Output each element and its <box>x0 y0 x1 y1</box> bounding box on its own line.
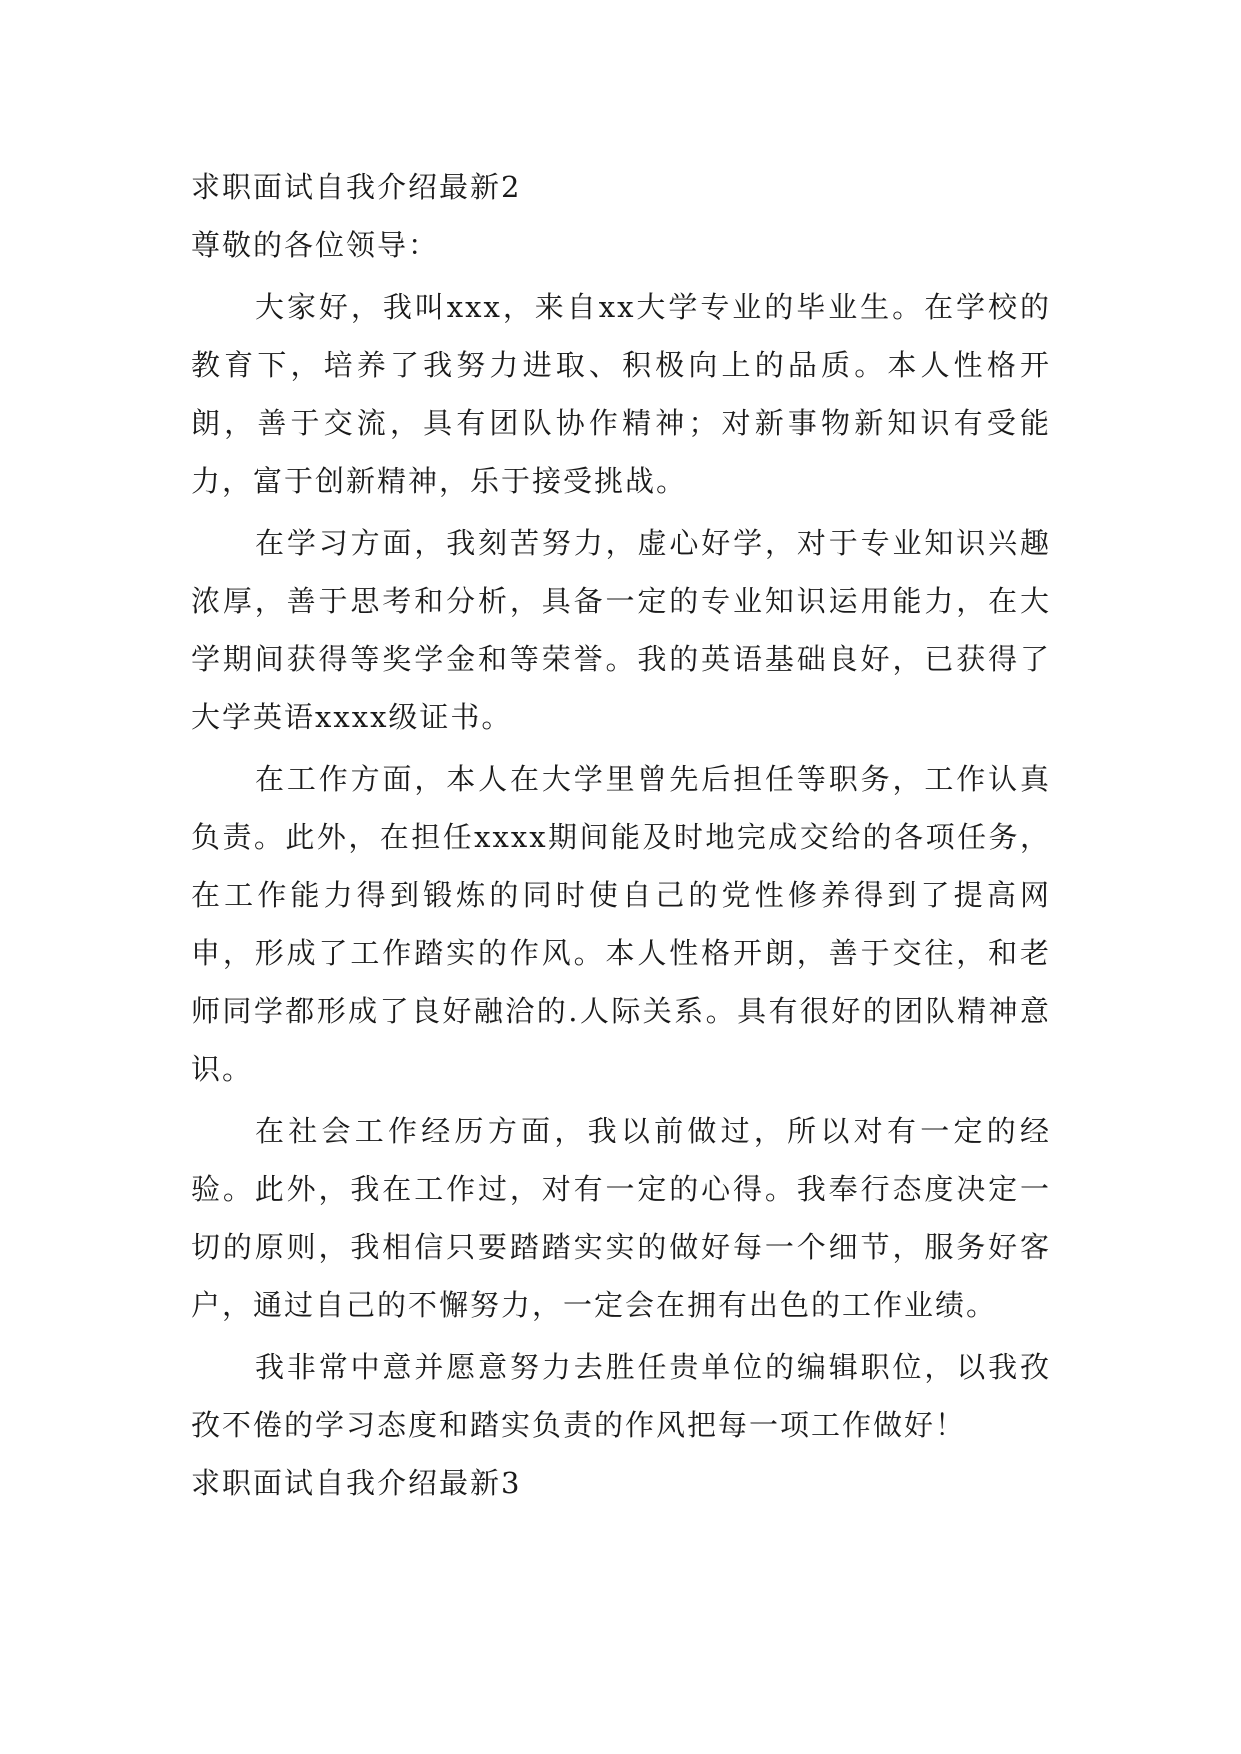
salutation: 尊敬的各位领导： <box>191 228 440 262</box>
document-body <box>191 158 1051 1512</box>
section-heading: 求职面试自我介绍最新2 <box>191 170 522 204</box>
paragraph-social-experience: 在社会工作经历方面，我以前做过，所以对有一定的经验。此外，我在工作过，对有一定的心得。我奉行态度决定一切的原则，我相信只要踏踏实实的做好每一个细节，服务好客户，通过自己的不懈努力，一定会在拥有出色的工作业绩。 <box>191 1114 1051 1322</box>
paragraph-study: 在学习方面，我刻苦努力，虚心好学，对于专业知识兴趣浓厚，善于思考和分析，具备一定的专业知识运用能力，在大学期间获得等奖学金和等荣誉。我的英语基础良好，已获得了大学英语xxxx级证书。 <box>191 526 1051 734</box>
next-section-heading: 求职面试自我介绍最新3 <box>191 1466 522 1500</box>
paragraph-work: 在工作方面，本人在大学里曾先后担任等职务，工作认真负责。此外，在担任xxxx期间能及时地完成交给的各项任务，在工作能力得到锻炼的同时使自己的党性修养得到了提高网申，形成了工作踏实的作风。本人性格开朗，善于交往，和老师同学都形成了良好融洽的.人际关系。具有很好的团队精神意识。 <box>191 762 1051 1086</box>
paragraph-closing: 我非常中意并愿意努力去胜任贵单位的编辑职位，以我孜孜不倦的学习态度和踏实负责的作风把每一项工作做好！ <box>191 1350 1051 1442</box>
paragraph-introduction: 大家好，我叫xxx，来自xx大学专业的毕业生。在学校的教育下，培养了我努力进取、积极向上的品质。本人性格开朗，善于交流，具有团队协作精神；对新事物新知识有受能力，富于创新精神，乐于接受挑战。 <box>191 290 1051 498</box>
